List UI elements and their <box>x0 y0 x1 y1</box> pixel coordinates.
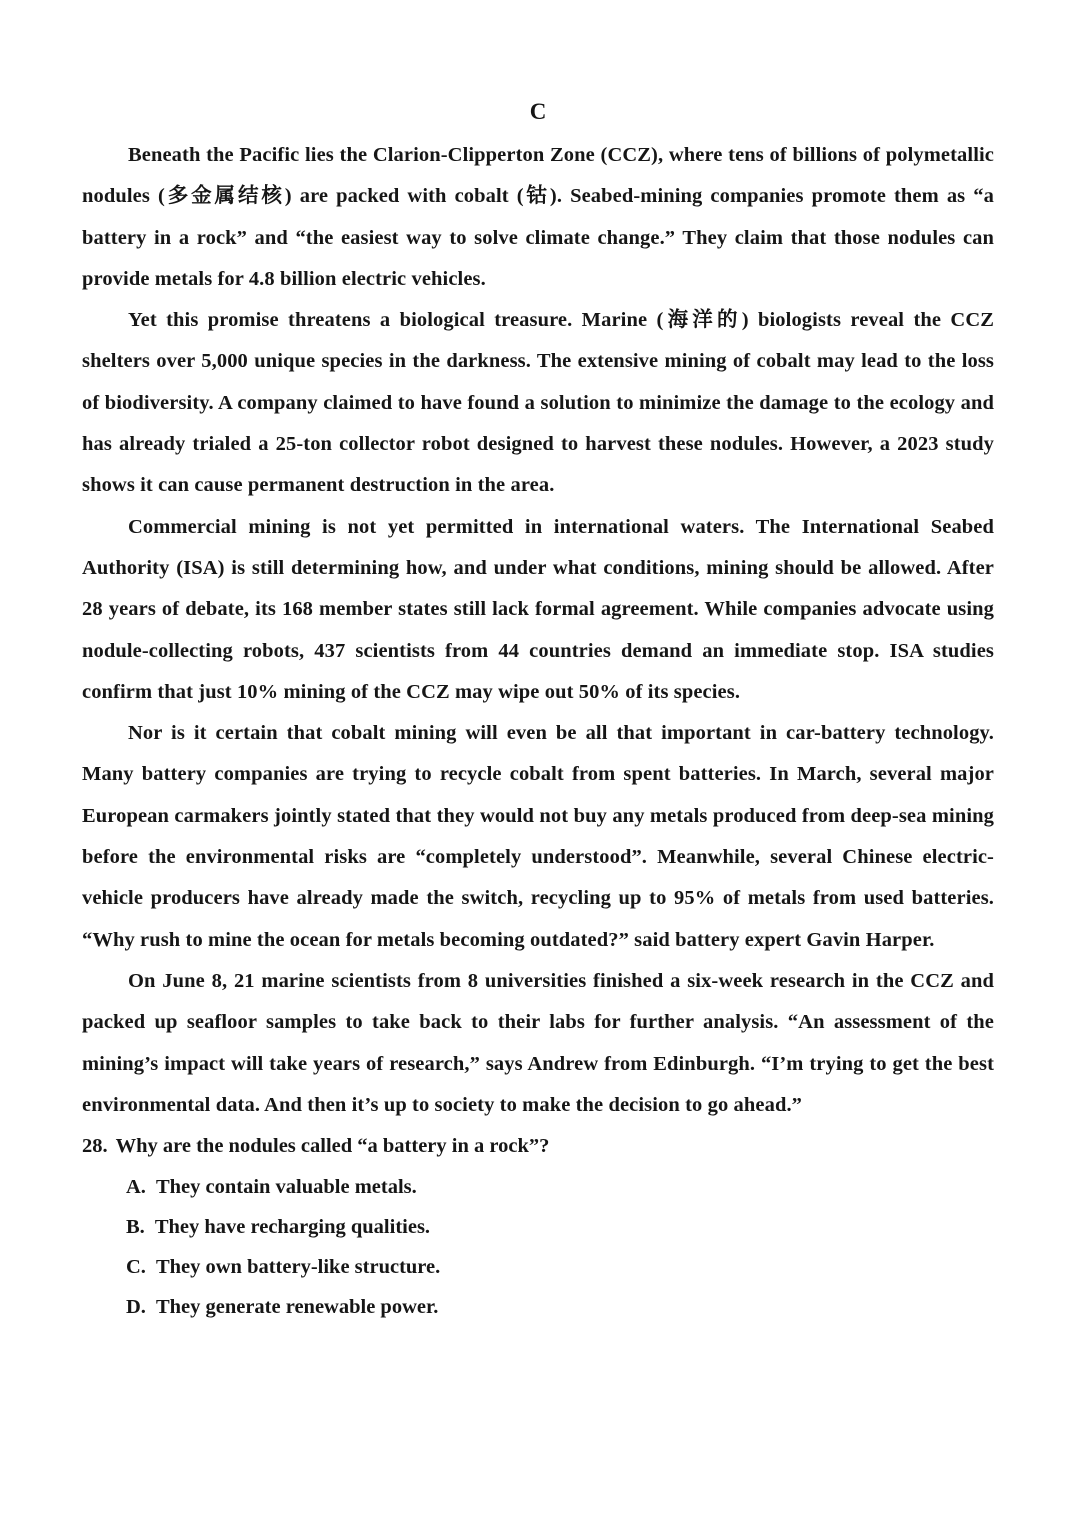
paragraph-3: Commercial mining is not yet permitted in international waters. The International Seabed Authority (ISA) is still determining how, and under what conditions, mining should be allowed. After 28 years of debate, its 168 member states still lack formal agreement. While companies advocate using nodule-collecting robots, 437 scientists from 44 countries demand an immediate stop. ISA studies confirm that just 10% mining of the CCZ may wipe out 50% of its species. <box>82 515 994 703</box>
option-d <box>126 1287 994 1327</box>
option-letter: C. <box>126 1256 146 1279</box>
option-b <box>126 1207 994 1247</box>
option-letter: B. <box>126 1216 145 1239</box>
option-letter: A. <box>126 1176 146 1199</box>
paragraph-1: Beneath the Pacific lies the Clarion-Clipperton Zone (CCZ), where tens of billions of polymetallic nodules (多金属结核) are packed with cobalt (钴). Seabed-mining companies promote them as “a battery in a rock” and “the easiest way to solve climate change.” They claim that those nodules can provide metals for 4.8 billion electric vehicles. <box>82 144 994 290</box>
option-c <box>126 1247 994 1287</box>
section-label: C <box>529 99 547 124</box>
option-a <box>126 1167 994 1207</box>
question-number: 28. <box>82 1135 108 1158</box>
paragraph-5: On June 8, 21 marine scientists from 8 universities finished a six-week research in the CCZ and packed up seafloor samples to take back to their labs for further analysis. “An assessment of the mining’s impact will take years of research,” says Andrew from Edinburgh. “I’m trying to get the best environmental data. And then it’s up to society to make the decision to go ahead.” <box>82 969 994 1116</box>
option-text: They have recharging qualities. <box>154 1216 431 1239</box>
question-28 <box>82 1126 994 1167</box>
option-text: They contain valuable metals. <box>155 1176 417 1199</box>
option-text: They own battery-like structure. <box>155 1256 441 1279</box>
paragraph-2: Yet this promise threatens a biological treasure. Marine (海洋的) biologists reveal the CCZ shelters over 5,000 unique species in the darkness. The extensive mining of cobalt may lead to the loss of biodiversity. A company claimed to have found a solution to minimize the damage to the ecology and has already trialed a 25-ton collector robot designed to harvest these nodules. However, a 2023 study shows it can cause permanent destruction in the area. <box>82 309 994 497</box>
exam-page <box>82 95 994 1327</box>
option-text: They generate renewable power. <box>155 1296 439 1319</box>
question-text: Why are the nodules called “a battery in a rock”? <box>115 1135 550 1158</box>
paragraph-4: Nor is it certain that cobalt mining will even be all that important in car-battery technology. Many battery companies are trying to recycle cobalt from spent batteries. In March, several major European carmakers jointly stated that they would not buy any metals produced from deep-sea mining before the environmental risks are “completely understood”. Meanwhile, several Chinese electric-vehicle producers have already made the switch, recycling up to 95% of metals from used batteries. “Why rush to mine the ocean for metals becoming outdated?” said battery expert Gavin Harper. <box>82 722 994 951</box>
option-letter: D. <box>126 1296 146 1319</box>
